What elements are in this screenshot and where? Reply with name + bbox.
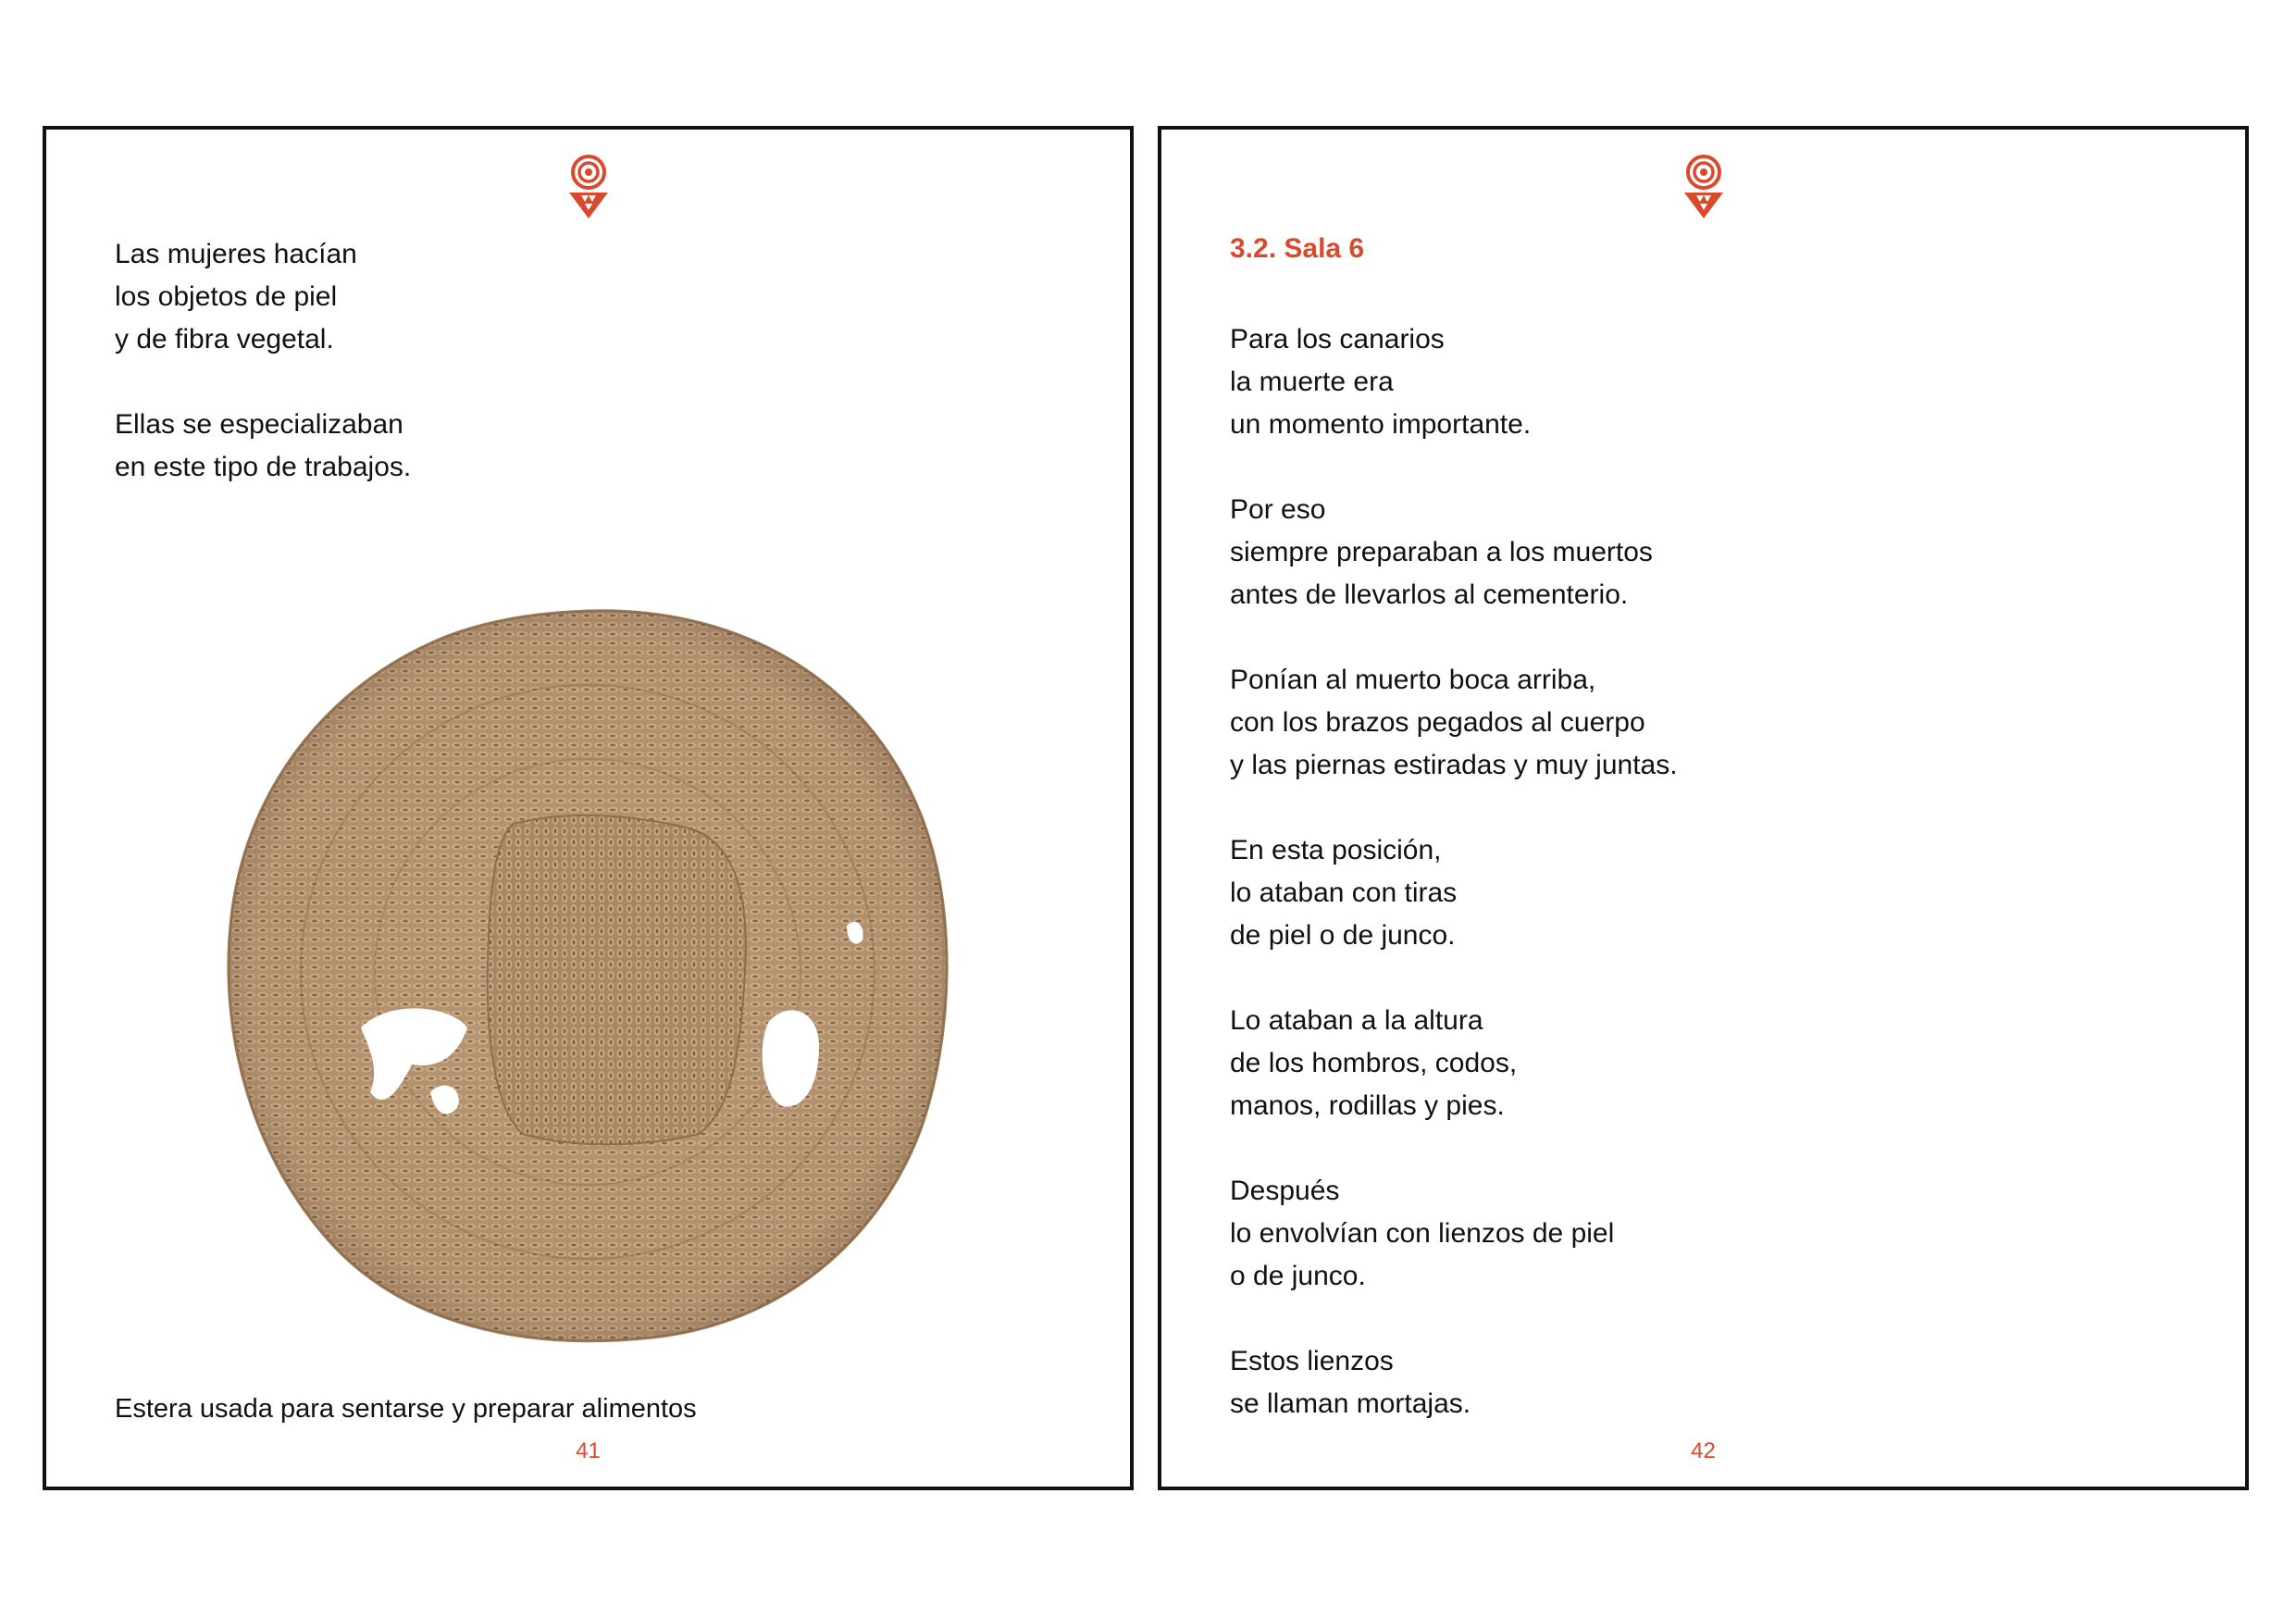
text-line: se llaman mortajas. [1230,1388,1471,1419]
text-line: y las piernas estiradas y muy juntas. [1230,750,1678,780]
text-line: Estos lienzos [1230,1346,1394,1376]
text-line: de los hombros, codos, [1230,1048,1518,1078]
right-body-text [1230,318,1678,1425]
spiral-triangle-emblem-icon [567,154,610,220]
text-line: Ponían al muerto boca arriba, [1230,665,1596,695]
text-line: un momento importante. [1230,409,1532,440]
text-line: manos, rodillas y pies. [1230,1090,1505,1121]
page-number: 42 [1691,1438,1716,1463]
image-caption: Estera usada para sentarse y preparar alimentos [115,1394,697,1424]
text-line: o de junco. [1230,1261,1366,1291]
woven-mat-photo [217,592,958,1351]
paragraph [1230,1000,1678,1127]
paragraph [115,404,411,489]
text-line: Ellas se especializaban [115,409,403,440]
paragraph [1230,829,1678,957]
text-line: y de fibra vegetal. [115,324,334,355]
page-right [1158,126,2249,1490]
text-line: de piel o de junco. [1230,920,1456,951]
paragraph [1230,659,1678,787]
paragraph [115,233,411,361]
text-line: lo envolvían con lienzos de piel [1230,1218,1615,1249]
text-line: con los brazos pegados al cuerpo [1230,707,1645,738]
text-line: lo ataban con tiras [1230,877,1458,908]
paragraph [1230,1170,1678,1298]
left-body-text [115,233,411,489]
text-line: en este tipo de trabajos. [115,452,412,482]
text-line: Para los canarios [1230,324,1445,355]
page-number: 41 [576,1438,601,1463]
text-line: los objetos de piel [115,281,338,312]
text-line: Después [1230,1176,1340,1206]
text-line: Lo ataban a la altura [1230,1005,1483,1036]
page-left [43,126,1134,1490]
section-title: 3.2. Sala 6 [1230,233,1365,264]
paragraph [1230,1340,1678,1425]
paragraph [1230,489,1678,616]
paragraph [1230,318,1678,446]
text-line: la muerte era [1230,367,1394,397]
text-line: Por eso [1230,494,1326,525]
text-line: En esta posición, [1230,835,1442,865]
text-line: antes de llevarlos al cementerio. [1230,579,1629,610]
text-line: Las mujeres hacían [115,239,357,269]
spiral-triangle-emblem-icon [1682,154,1725,220]
text-line: siempre preparaban a los muertos [1230,537,1653,567]
